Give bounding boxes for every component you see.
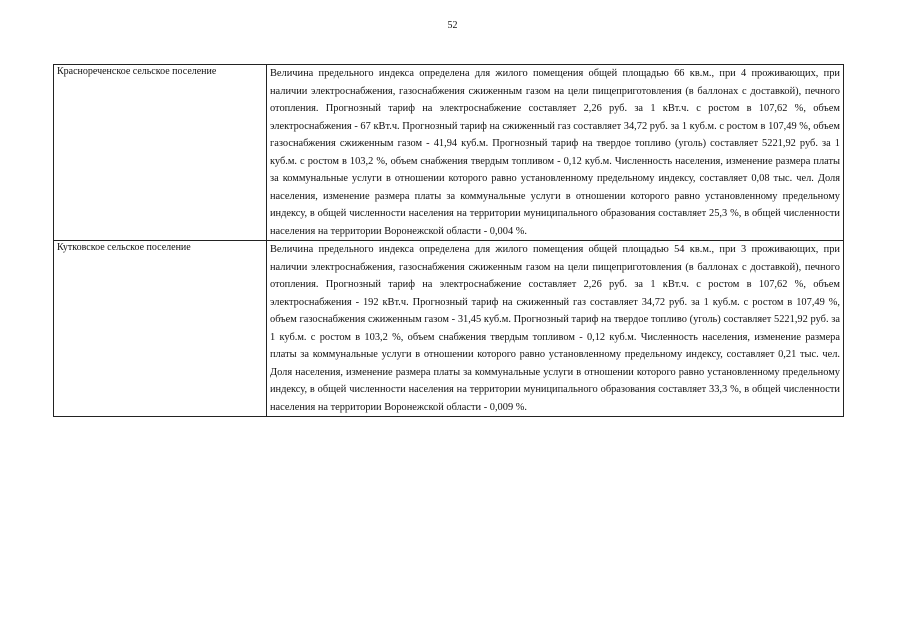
settlement-description-cell: Величина предельного индекса определена для жилого помещения общей площадью 54 кв.м., при 3 проживающих, при наличии электроснабжения, газоснабжения сжиженным газом на цели пищеприготовления (в баллонах с доставкой), печного отопления. Прогнозный тариф на электроснабжение составляет 2,26 руб. за 1 кВт.ч. с ростом в 107,62 %, объем электроснабжения - 192 кВт.ч. Прогнозный тариф на сжиженный газ составляет 34,72 руб. за 1 куб.м. с ростом в 107,49 %, объем газоснабжения сжиженным газом - 31,45 куб.м. Прогнозный тариф на твердое топливо (уголь) составляет 5221,92 руб. за 1 куб.м. с ростом в 103,2 %, объем снабжения твердым топливом - 0,12 куб.м. Численность населения, изменение размера платы за коммунальные услуги в отношении которого равно установленному предельному индексу, составляет 0,21 тыс. чел. Доля населения, изменение размера платы за коммунальные услуги в отношении которого равно установленному предельному индексу, в общей численности населения на территории муниципального образования составляет 33,3 %, в общей численности населения на территории Воронежской области - 0,009 %. — [267, 241, 844, 417]
tariff-index-table — [53, 64, 844, 417]
settlement-name-cell: Кутковское сельское поселение — [54, 241, 267, 417]
settlement-description-cell: Величина предельного индекса определена для жилого помещения общей площадью 66 кв.м., при 4 проживающих, при наличии электроснабжения, газоснабжения сжиженным газом на цели пищеприготовления (в баллонах с доставкой), печного отопления. Прогнозный тариф на электроснабжение составляет 2,26 руб. за 1 кВт.ч. с ростом в 107,62 %, объем электроснабжения - 67 кВт.ч. Прогнозный тариф на сжиженный газ составляет 34,72 руб. за 1 куб.м. с ростом в 107,49 %, объем газоснабжения сжиженным газом - 41,94 куб.м. Прогнозный тариф на твердое топливо (уголь) составляет 5221,92 руб. за 1 куб.м. с ростом в 103,2 %, объем снабжения твердым топливом - 0,12 куб.м. Численность населения, изменение размера платы за коммунальные услуги в отношении которого равно установленному предельному индексу, составляет 0,08 тыс. чел. Доля населения, изменение размера платы за коммунальные услуги в отношении которого равно установленному предельному индексу, в общей численности населения на территории муниципального образования составляет 25,3 %, в общей численности населения на территории Воронежской области - 0,004 %. — [267, 65, 844, 241]
page-number: 52 — [447, 20, 458, 31]
table-row — [54, 65, 844, 241]
table-row — [54, 241, 844, 417]
settlement-name-cell: Краснореченское сельское поселение — [54, 65, 267, 241]
